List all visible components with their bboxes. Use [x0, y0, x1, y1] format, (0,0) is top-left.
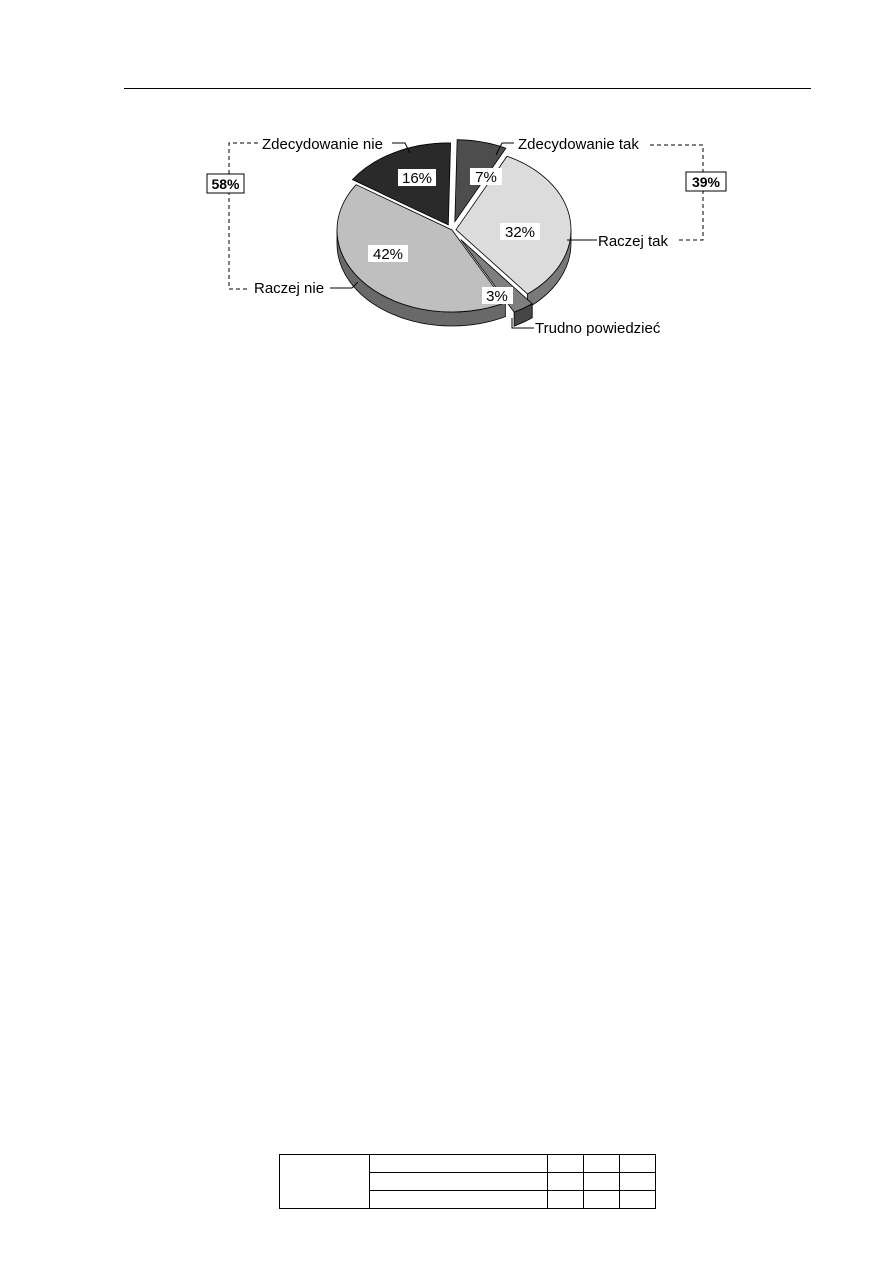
footer-table: [279, 1154, 656, 1209]
table-cell: [620, 1191, 656, 1209]
table-cell: [620, 1155, 656, 1173]
value-label-zdecydowanie-tak: 7%: [475, 169, 497, 186]
table-row: [280, 1155, 656, 1173]
label-zdecydowanie-nie: Zdecydowanie nie: [262, 136, 383, 153]
label-raczej-nie: Raczej nie: [254, 280, 325, 297]
group-label-right: 39%: [691, 174, 721, 190]
pie-chart: [0, 0, 893, 400]
label-trudno-powiedziec: Trudno powiedzieć: [535, 320, 661, 337]
table-cell: [584, 1155, 620, 1173]
table-cell: [584, 1191, 620, 1209]
table-cell: [370, 1173, 548, 1191]
group-bracket-left: [229, 143, 258, 289]
value-label-trudno-powiedziec: 3%: [486, 288, 508, 305]
table-cell: [620, 1173, 656, 1191]
table-cell: [280, 1155, 370, 1209]
label-raczej-tak: Raczej tak: [598, 233, 669, 250]
table-cell: [548, 1173, 584, 1191]
group-bracket-right: [650, 145, 703, 240]
group-label-left: 58%: [211, 176, 240, 192]
table-cell: [370, 1191, 548, 1209]
value-label-raczej-tak: 32%: [504, 224, 536, 241]
table-cell: [548, 1155, 584, 1173]
table-cell: [584, 1173, 620, 1191]
label-zdecydowanie-tak: Zdecydowanie tak: [518, 136, 639, 153]
value-label-zdecydowanie-nie: 16%: [401, 170, 433, 187]
table-cell: [370, 1155, 548, 1173]
table-cell: [548, 1191, 584, 1209]
value-label-raczej-nie: 42%: [372, 246, 404, 263]
